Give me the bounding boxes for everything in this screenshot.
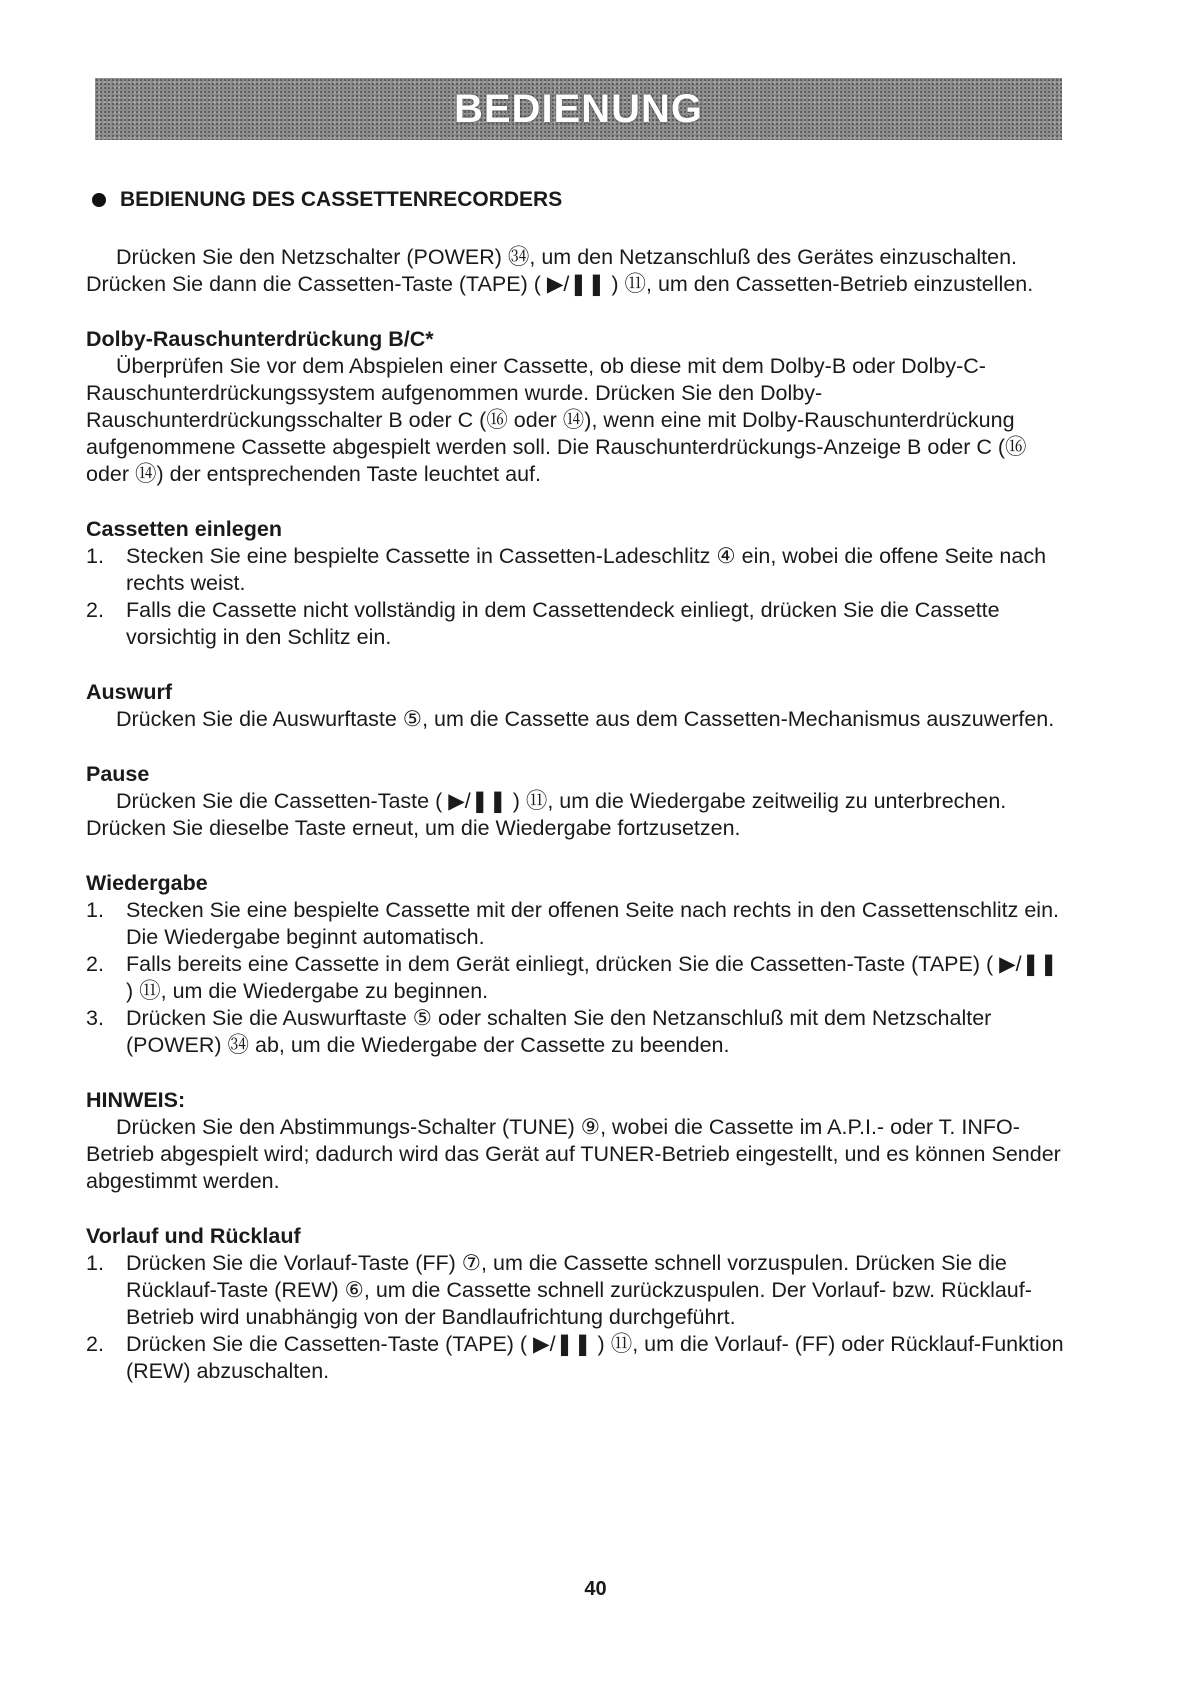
list-number: 2. xyxy=(86,952,104,976)
list-text: Drücken Sie die Cassetten-Taste (TAPE) ( ▶/❚❚ ) ⑪, um die Vorlauf- (FF) oder Rücklauf-Funktion (REW) abzuschalten. xyxy=(126,1332,1064,1383)
playback-list xyxy=(86,897,1066,1059)
ffrew-heading: Vorlauf und Rücklauf xyxy=(86,1224,301,1248)
list-number: 1. xyxy=(86,898,104,922)
page-banner xyxy=(95,78,1062,140)
pause-heading: Pause xyxy=(86,762,150,786)
list-number: 3. xyxy=(86,1006,104,1030)
insert-list xyxy=(86,543,1066,651)
list-item xyxy=(86,951,1066,1005)
list-item xyxy=(86,543,1066,597)
list-text: Drücken Sie die Vorlauf-Taste (FF) ⑦, um die Cassette schnell vorzuspulen. Drücken Sie die Rücklauf-Taste (REW) ⑥, um die Cassette schnell zurückzuspulen. Der Vorlauf- bzw. Rücklauf-Betrieb wird unabhängig von der Bandlaufrichtung durchgeführt. xyxy=(126,1251,1032,1329)
banner-title: BEDIENUNG xyxy=(453,86,704,131)
main-content xyxy=(86,244,1066,1385)
list-item xyxy=(86,597,1066,651)
list-item xyxy=(86,1250,1066,1331)
list-number: 2. xyxy=(86,1332,104,1356)
list-number: 1. xyxy=(86,1251,104,1275)
note-paragraph: Drücken Sie den Abstimmungs-Schalter (TUNE) ⑨, wobei die Cassette im A.P.I.- oder T. INFO-Betrieb abgespielt wird; dadurch wird das Gerät auf TUNER-Betrieb eingestellt, und es können Sender abgestimmt werden. xyxy=(86,1115,1061,1193)
intro-paragraph: Drücken Sie den Netzschalter (POWER) ㉞, um den Netzanschluß des Gerätes einzuschalten. Drücken Sie dann die Cassetten-Taste (TAPE) ( ▶/❚❚ ) ⑪, um den Cassetten-Betrieb einzustellen. xyxy=(86,245,1034,296)
list-text: Falls bereits eine Cassette in dem Gerät einliegt, drücken Sie die Cassetten-Taste (TAPE) ( ▶/❚❚ ) ⑪, um die Wiedergabe zu beginnen. xyxy=(126,952,1058,1003)
list-text: Drücken Sie die Auswurftaste ⑤ oder schalten Sie den Netzanschluß mit dem Netzschalter (POWER) ㉞ ab, um die Wiedergabe der Cassette zu beenden. xyxy=(126,1006,992,1057)
list-number: 1. xyxy=(86,544,104,568)
list-text: Stecken Sie eine bespielte Cassette mit der offenen Seite nach rechts in den Cassettenschlitz ein. Die Wiedergabe beginnt automatisch. xyxy=(126,898,1060,949)
list-item xyxy=(86,897,1066,951)
list-item xyxy=(86,1005,1066,1059)
list-item xyxy=(86,1331,1066,1385)
insert-heading: Cassetten einlegen xyxy=(86,517,282,541)
list-text: Falls die Cassette nicht vollständig in dem Cassettendeck einliegt, drücken Sie die Cassette vorsichtig in den Schlitz ein. xyxy=(126,598,1000,649)
bullet-icon xyxy=(92,193,106,207)
ffrew-list xyxy=(86,1250,1066,1385)
list-number: 2. xyxy=(86,598,104,622)
eject-heading: Auswurf xyxy=(86,680,172,704)
eject-paragraph: Drücken Sie die Auswurftaste ⑤, um die Cassette aus dem Cassetten-Mechanismus auszuwerfen. xyxy=(116,707,1055,731)
page-number: 40 xyxy=(584,1578,607,1600)
pause-paragraph: Drücken Sie die Cassetten-Taste ( ▶/❚❚ ) ⑪, um die Wiedergabe zeitweilig zu unterbrechen. Drücken Sie dieselbe Taste erneut, um die Wiedergabe fortzusetzen. xyxy=(86,789,1007,840)
section-heading xyxy=(92,188,562,212)
list-text: Stecken Sie eine bespielte Cassette in Cassetten-Ladeschlitz ④ ein, wobei die offene Seite nach rechts weist. xyxy=(126,544,1047,595)
dolby-paragraph: Überprüfen Sie vor dem Abspielen einer Cassette, ob diese mit dem Dolby-B oder Dolby-C-Rauschunterdrückungssystem aufgenommen wurde. Drücken Sie den Dolby-Rauschunterdrückungsschalter B oder C (⑯ oder ⑭), wenn eine mit Dolby-Rauschunterdrückung aufgenommene Cassette abgespielt werden soll. Die Rauschunterdrückungs-Anzeige B oder C (⑯ oder ⑭) der entsprechenden Taste leuchtet auf. xyxy=(86,354,1027,486)
section-title: BEDIENUNG DES CASSETTENRECORDERS xyxy=(120,188,563,211)
dolby-heading: Dolby-Rauschunterdrückung B/C* xyxy=(86,327,434,351)
note-heading: HINWEIS: xyxy=(86,1088,186,1112)
playback-heading: Wiedergabe xyxy=(86,871,208,895)
